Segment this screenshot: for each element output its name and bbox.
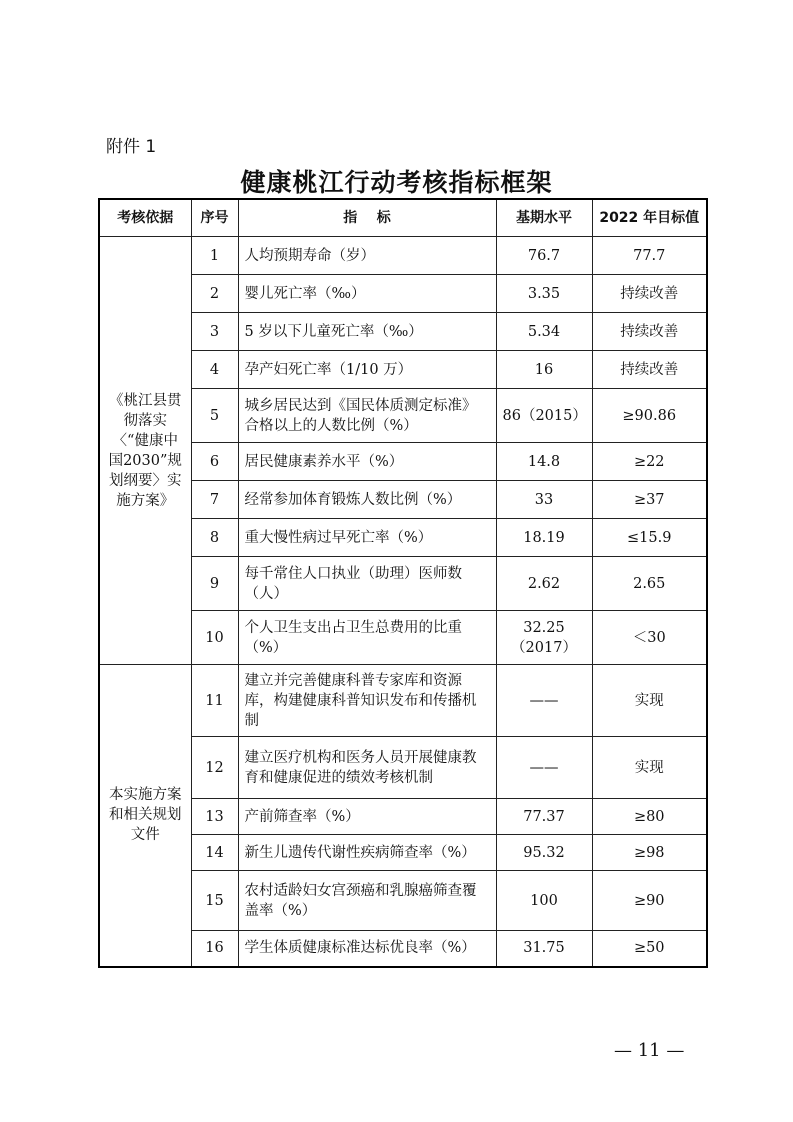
target-cell: ≥90.86 [592, 389, 707, 443]
table-row [99, 799, 707, 835]
target-cell: ≥50 [592, 931, 707, 967]
target-cell: ≥80 [592, 799, 707, 835]
row-number: 11 [191, 665, 238, 737]
target-cell: 77.7 [592, 237, 707, 275]
row-number: 3 [191, 313, 238, 351]
page-number: — 11 — [614, 1040, 685, 1061]
table-row [99, 665, 707, 737]
attachment-label: 附件 1 [106, 137, 157, 157]
target-cell: 持续改善 [592, 313, 707, 351]
row-number: 1 [191, 237, 238, 275]
indicator-cell: 建立并完善健康科普专家库和资源库，构建健康科普知识发布和传播机制 [238, 665, 496, 737]
table-row [99, 275, 707, 313]
table-row [99, 481, 707, 519]
table-row [99, 519, 707, 557]
indicator-cell: 每千常住人口执业（助理）医师数（人） [238, 557, 496, 611]
baseline-cell: 2.62 [496, 557, 592, 611]
row-number: 7 [191, 481, 238, 519]
row-number: 10 [191, 611, 238, 665]
row-number: 12 [191, 737, 238, 799]
target-cell: ≥37 [592, 481, 707, 519]
indicator-cell: 5 岁以下儿童死亡率（‰） [238, 313, 496, 351]
baseline-cell: 31.75 [496, 931, 592, 967]
table-row [99, 871, 707, 931]
baseline-cell: 5.34 [496, 313, 592, 351]
baseline-cell: 32.25（2017） [496, 611, 592, 665]
indicator-cell: 新生儿遗传代谢性疾病筛查率（%） [238, 835, 496, 871]
indicator-cell: 婴儿死亡率（‰） [238, 275, 496, 313]
baseline-cell: —— [496, 665, 592, 737]
table-row [99, 835, 707, 871]
row-number: 9 [191, 557, 238, 611]
row-number: 13 [191, 799, 238, 835]
baseline-cell: 3.35 [496, 275, 592, 313]
baseline-cell: 100 [496, 871, 592, 931]
target-cell: ≥98 [592, 835, 707, 871]
indicator-cell: 城乡居民达到《国民体质测定标准》合格以上的人数比例（%） [238, 389, 496, 443]
target-cell: ≤15.9 [592, 519, 707, 557]
table-row [99, 931, 707, 967]
indicator-table [98, 198, 708, 968]
target-cell: 实现 [592, 737, 707, 799]
indicator-cell: 孕产妇死亡率（1/10 万） [238, 351, 496, 389]
table-row [99, 611, 707, 665]
row-number: 2 [191, 275, 238, 313]
target-cell: 2.65 [592, 557, 707, 611]
baseline-cell: 33 [496, 481, 592, 519]
target-cell: 实现 [592, 665, 707, 737]
table-row [99, 443, 707, 481]
header-indicator: 指 标 [238, 199, 496, 237]
header-no: 序号 [191, 199, 238, 237]
indicator-cell: 产前筛查率（%） [238, 799, 496, 835]
baseline-cell: 77.37 [496, 799, 592, 835]
table-row [99, 313, 707, 351]
row-number: 16 [191, 931, 238, 967]
indicator-cell: 学生体质健康标准达标优良率（%） [238, 931, 496, 967]
row-number: 15 [191, 871, 238, 931]
indicator-cell: 个人卫生支出占卫生总费用的比重（%） [238, 611, 496, 665]
row-number: 4 [191, 351, 238, 389]
document-title: 健康桃江行动考核指标框架 [240, 168, 553, 197]
row-number: 8 [191, 519, 238, 557]
row-number: 6 [191, 443, 238, 481]
target-cell: 持续改善 [592, 351, 707, 389]
target-cell: ≥22 [592, 443, 707, 481]
header-basis: 考核依据 [99, 199, 191, 237]
header-target: 2022 年目标值 [592, 199, 707, 237]
baseline-cell: 16 [496, 351, 592, 389]
target-cell: ＜30 [592, 611, 707, 665]
baseline-cell: 86（2015） [496, 389, 592, 443]
header-baseline: 基期水平 [496, 199, 592, 237]
indicator-cell: 居民健康素养水平（%） [238, 443, 496, 481]
table-header-row [99, 199, 707, 237]
indicator-cell: 建立医疗机构和医务人员开展健康教育和健康促进的绩效考核机制 [238, 737, 496, 799]
indicator-cell: 经常参加体育锻炼人数比例（%） [238, 481, 496, 519]
indicator-cell: 农村适龄妇女宫颈癌和乳腺癌筛查覆盖率（%） [238, 871, 496, 931]
basis-cell: 本实施方案和相关规划文件 [99, 665, 191, 967]
table-row [99, 557, 707, 611]
table-row [99, 351, 707, 389]
baseline-cell: 14.8 [496, 443, 592, 481]
target-cell: ≥90 [592, 871, 707, 931]
indicator-cell: 重大慢性病过早死亡率（%） [238, 519, 496, 557]
baseline-cell: —— [496, 737, 592, 799]
row-number: 5 [191, 389, 238, 443]
baseline-cell: 76.7 [496, 237, 592, 275]
table-row [99, 737, 707, 799]
baseline-cell: 95.32 [496, 835, 592, 871]
baseline-cell: 18.19 [496, 519, 592, 557]
indicator-cell: 人均预期寿命（岁） [238, 237, 496, 275]
basis-cell: 《桃江县贯彻落实〈“健康中国2030”规划纲要〉实施方案》 [99, 237, 191, 665]
table-row [99, 237, 707, 275]
table-row [99, 389, 707, 443]
target-cell: 持续改善 [592, 275, 707, 313]
row-number: 14 [191, 835, 238, 871]
